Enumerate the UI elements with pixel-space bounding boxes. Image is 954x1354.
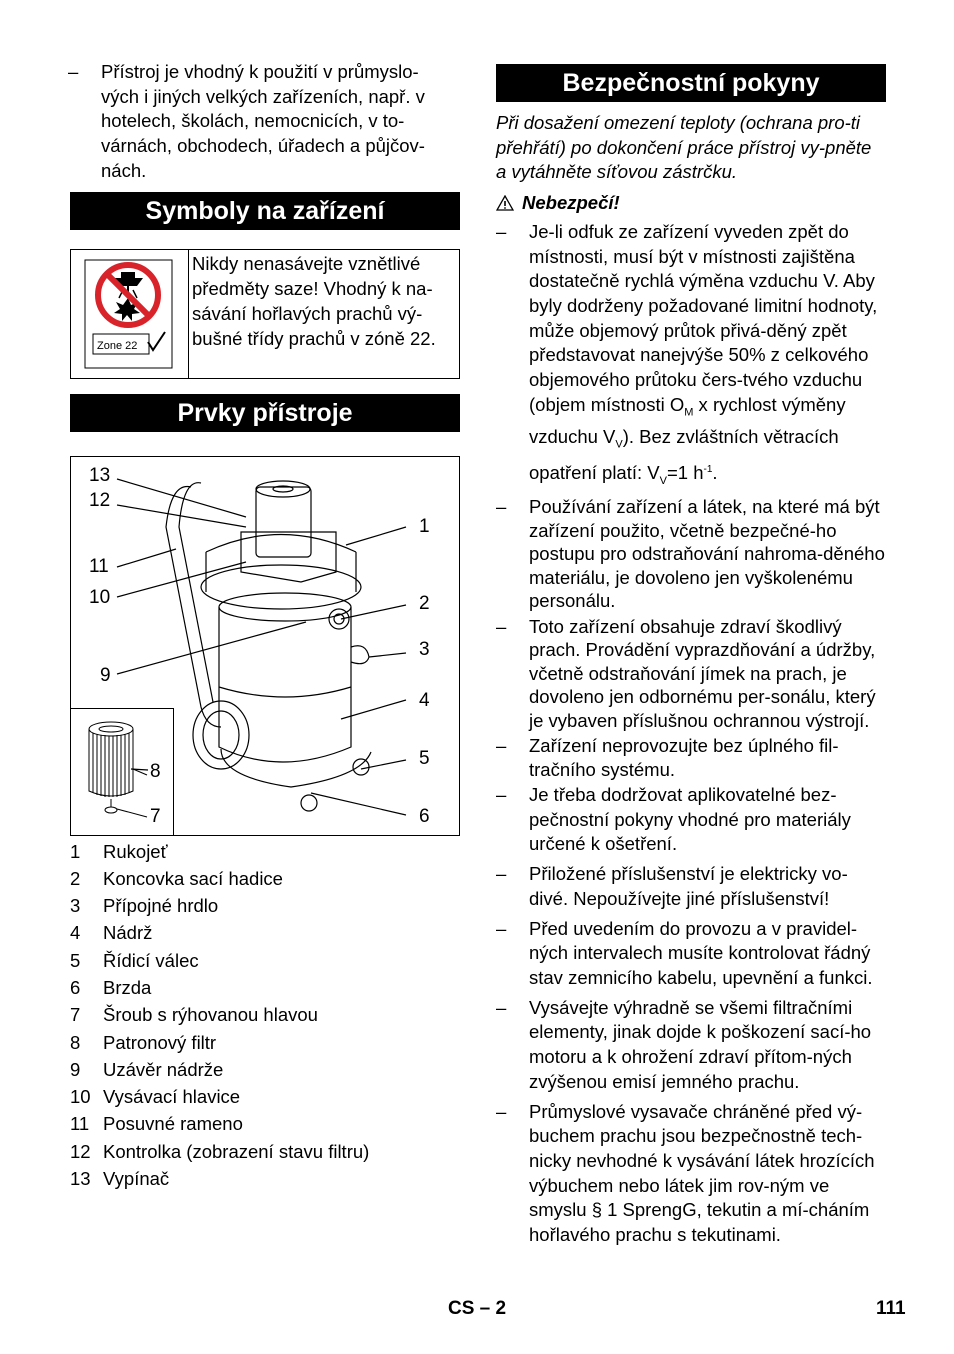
- part-row: 6 Brzda: [70, 977, 152, 998]
- footer-section: CS – 2: [448, 1298, 507, 1319]
- callout-7: 7: [150, 805, 161, 827]
- callout-1: 1: [419, 515, 430, 537]
- safety-heading: Bezpečnostní pokyny: [496, 64, 886, 102]
- part-row: 2 Koncovka sací hadice: [70, 867, 283, 889]
- bullet-dash: –: [496, 220, 507, 242]
- part-row: 11 Posuvné rameno: [70, 1113, 243, 1135]
- safety-bullet: – Přiložené příslušenství je elektricky vo-divé. Nepoužívejte jiné příslušenství!: [496, 863, 848, 909]
- device-figure: [70, 456, 460, 836]
- warning-triangle-icon: [496, 195, 514, 211]
- part-row: 4 Nádrž: [70, 922, 153, 944]
- part-row: 9 Uzávěr nádrže: [70, 1058, 224, 1080]
- no-flammable-suction-icon: [71, 250, 189, 378]
- safety-bullet: – Je třeba dodržovat aplikovatelné bez-pečnostní pokyny vhodné pro materiály určené k ošetření.: [496, 784, 851, 855]
- callout-3: 3: [419, 638, 430, 660]
- part-row: 1 Rukojeť: [70, 840, 168, 862]
- part-row: 12 Kontrolka (zobrazení stavu filtru): [70, 1140, 370, 1162]
- callout-10: 10: [89, 586, 111, 608]
- safety-bullet: – Před uvedením do provozu a v pravidel-ných intervalech musíte kontrolovat řádný stav zemnicího kabelu, upevnění a funkci.: [496, 917, 873, 988]
- left-column: [70, 60, 460, 1192]
- callout-6: 6: [419, 805, 430, 827]
- safety-bullet: – Toto zařízení obsahuje zdraví škodlivý prach. Provádění vyprazdňování a údržby, včetně odstraňování jímek na prach, je dovoleno jen odbornému per-sonálu, který je vybaven příslušnou ochrannou výstrojí.: [496, 615, 876, 731]
- callout-9: 9: [100, 664, 111, 686]
- safety-bullet: – Průmyslové vysavače chráněné před vý-buchem prachu jsou bezpečnostně tech-nicky nevhodné k vysávání látek hrozících výbuchem nebo látek jim rov-ným ve smyslu § 1 SprengG, tekutin a mí-cháním hořlavého prachu s tekutinami.: [496, 1100, 875, 1246]
- callout-2: 2: [419, 592, 430, 614]
- callout-13: 13: [89, 464, 111, 486]
- safety-bullet: – Vysávejte výhradně se všemi filtračními elementy, jinak dojde k poškození sací-ho motoru a k ohrožení zdraví přítom-ných zvýšenou emisí jemného prachu.: [496, 996, 872, 1092]
- danger-warning: [496, 191, 886, 216]
- safety-bullet: – Používání zařízení a látek, na které má být zařízení použito, včetně bezpečné-ho postupu pro odstraňování nahroma-děného materiálu, je dovoleno jen vyškolenému personálu.: [496, 496, 885, 612]
- symbols-table: [70, 249, 460, 379]
- bullet-dash: –: [68, 61, 79, 82]
- elements-heading: Prvky přístroje: [70, 394, 460, 432]
- part-row: 8 Patronový filtr: [70, 1031, 217, 1053]
- right-column: [496, 64, 886, 1248]
- safety-intro: Při dosažení omezení teploty (ochrana pro-ti přehřátí) po dokončení práce přístroj vy-pněte a vytáhněte síťovou zástrčku.: [496, 112, 872, 183]
- callout-12: 12: [89, 489, 111, 511]
- parts-list: [70, 838, 460, 1193]
- intro-bullet: [68, 60, 460, 184]
- part-row: 10 Vysávací hlavice: [70, 1086, 241, 1108]
- callout-8: 8: [150, 760, 161, 782]
- part-row: 13 Vypínač: [70, 1168, 170, 1190]
- part-row: 5 Řídicí válec: [70, 949, 199, 971]
- callout-4: 4: [419, 689, 430, 711]
- part-row: 7 Šroub s rýhovanou hlavou: [70, 1004, 318, 1026]
- symbols-heading: Symboly na zařízení: [70, 192, 460, 230]
- safety-bullet: – Je-li odfuk ze zařízení vyveden zpět do místnosti, musí být v místnosti zajištěna dostatečně rychlá výměna vzduchu V. Aby byly dodrženy požadované limitní hodnoty, může objemový průtok přivá-děný zpět představovat nanejvýše 50% z celkového objemového průtoku čers-tvého vzduchu (objem místnosti $O_M$ x rychlost výměny vzduchu $V_V$). Bez zvláštních větracích opatření platí: $V_V=1$ $h^{-1}$.: [496, 220, 886, 493]
- part-row: 3 Přípojné hrdlo: [70, 895, 219, 917]
- symbols-description: Nikdy nenasávejte vznětlivé předměty saze! Vhodný k na-sávání hořlavých prachů vý-bušné třídy prachů v zóně 22.: [192, 252, 436, 349]
- zone-label: Zone 22: [97, 339, 138, 352]
- intro-text: Přístroj je vhodný k použití v průmyslo-vých i jiných velkých zařízeních, např. v hotelech, školách, nemocnicích, v to-várnách, obchodech, úřadech a půjčov-nách.: [101, 61, 425, 181]
- callout-5: 5: [419, 747, 430, 769]
- safety-bullet: – Zařízení neprovozujte bez úplného fil-tračního systému.: [496, 735, 839, 780]
- page-number: 111: [876, 1298, 906, 1319]
- callout-11: 11: [89, 555, 109, 577]
- danger-label: Nebezpečí!: [522, 192, 620, 214]
